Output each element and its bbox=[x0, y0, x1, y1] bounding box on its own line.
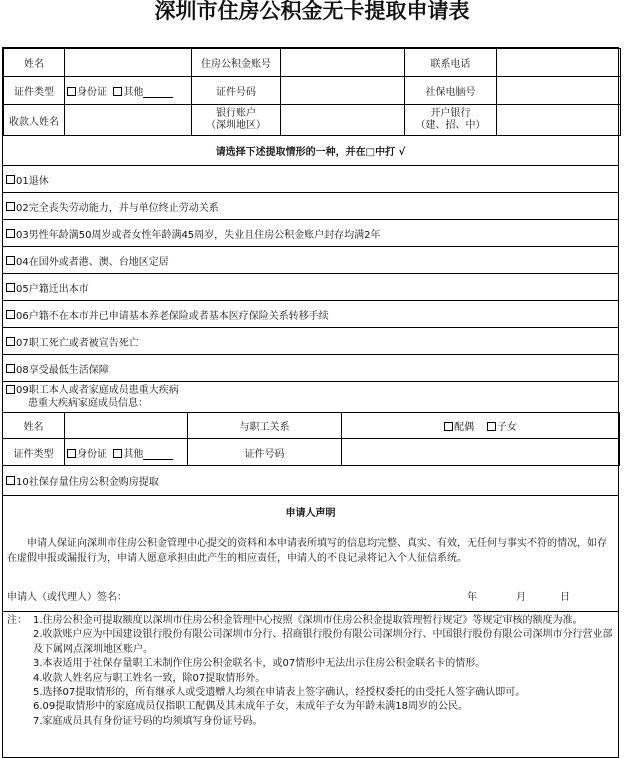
family-idtype-field bbox=[65, 439, 188, 466]
instruction: 请选择下述提取情形的一种，并在□中打 √ bbox=[3, 136, 618, 166]
bank-account-sub: （深圳地区） bbox=[206, 120, 266, 131]
option-label: 01退休 bbox=[16, 175, 49, 187]
declaration-text: 申请人保证向深圳市住房公积金管理中心提交的资料和本申请表所填写的信息均完整、真实、有效，无任何与事实不符的情况，如存在虚假申报或漏报行为，申请人愿意承担由此产生的相应责任，申请人的不良记录将记入个人征信系统。 bbox=[7, 538, 607, 564]
idtype-label: 证件类型 bbox=[4, 77, 65, 105]
other-id-blank[interactable] bbox=[143, 88, 173, 98]
social-field[interactable] bbox=[497, 77, 621, 105]
option-10[interactable] bbox=[3, 466, 618, 496]
payee-field[interactable] bbox=[65, 105, 192, 136]
date-month: 月 bbox=[516, 592, 526, 603]
option-label: 10社保存量住房公积金购房提取 bbox=[16, 477, 159, 488]
option-label: 04在国外或者港、澳、台地区定居 bbox=[16, 256, 169, 268]
family-other-id-checkbox[interactable] bbox=[113, 449, 122, 458]
family-other-id-blank[interactable] bbox=[143, 450, 173, 460]
option-checkbox[interactable] bbox=[6, 364, 15, 373]
bank-account-label: 银行账户 bbox=[216, 108, 256, 119]
family-idno-label: 证件号码 bbox=[188, 439, 342, 466]
declaration-section bbox=[3, 496, 618, 612]
note-item: 3.本表适用于社保存量职工未制作住房公积金联名卡，或07情形中无法出示住房公积金联名卡的情形。 bbox=[33, 658, 486, 670]
note-item: 6.09提取情形中的家庭成员仅指职工配偶及其未成年子女，未成年子女为年龄未满18周岁的公民。 bbox=[33, 701, 468, 713]
option-07[interactable] bbox=[3, 328, 618, 355]
form-title: 深圳市住房公积金无卡提取申请表 bbox=[154, 0, 470, 23]
other-id-checkbox[interactable] bbox=[113, 87, 122, 96]
relation-field bbox=[342, 413, 620, 439]
bank-account-label-cell bbox=[192, 105, 281, 136]
option-checkbox[interactable] bbox=[6, 310, 15, 319]
family-other-id-option: 其他 bbox=[123, 448, 144, 460]
note-item: 5.选择07提取情形的，所有继承人或受遗赠人均须在申请表上签字确认，经授权委托的由受托人签字确认即可。 bbox=[33, 687, 526, 699]
bank-label: 开户银行 bbox=[430, 108, 471, 119]
application-form bbox=[2, 47, 619, 758]
name-label: 姓名 bbox=[4, 49, 65, 77]
option-checkbox[interactable] bbox=[6, 175, 15, 184]
bank-account-field[interactable] bbox=[281, 105, 405, 136]
bank-field[interactable] bbox=[497, 105, 621, 136]
option-label: 02完全丧失劳动能力，并与单位终止劳动关系 bbox=[16, 202, 219, 214]
option-08[interactable] bbox=[3, 355, 618, 382]
date-day: 日 bbox=[560, 592, 570, 603]
idno-label: 证件号码 bbox=[192, 77, 281, 105]
family-idno-field[interactable] bbox=[342, 439, 620, 466]
family-name-label: 姓名 bbox=[3, 413, 65, 439]
signature-label: 申请人（或代理人）签名： bbox=[7, 592, 127, 603]
option-label: 06户籍不在本市并已申请基本养老保险或者基本医疗保险关系转移手续 bbox=[16, 310, 329, 322]
account-field[interactable] bbox=[281, 49, 405, 77]
option-09-label: 09职工本人或者家庭成员患重大疾病 bbox=[16, 385, 179, 396]
applicant-info-table bbox=[3, 48, 621, 136]
notes-section bbox=[3, 612, 618, 729]
option-checkbox[interactable] bbox=[6, 476, 15, 485]
option-checkbox[interactable] bbox=[6, 337, 15, 346]
id-card-option: 身份证 bbox=[77, 87, 107, 98]
option-label: 07职工死亡或者被宣告死亡 bbox=[16, 337, 139, 349]
note-item: 1.住房公积金可提取额度以深圳市住房公积金管理中心按照《深圳市住房公积金提取管理暂行规定》等规定审核的额度为准。 bbox=[33, 615, 583, 626]
option-label: 05户籍迁出本市 bbox=[16, 283, 89, 295]
spouse-option: 配偶 bbox=[454, 422, 475, 433]
family-member-table bbox=[2, 412, 620, 466]
option-label: 03男性年龄满50周岁或者女性年龄满45周岁，失业且住房公积金账户封存均满2年 bbox=[16, 229, 381, 241]
date-year: 年 bbox=[467, 592, 477, 603]
spouse-checkbox[interactable] bbox=[444, 422, 453, 431]
payee-label: 收款人姓名 bbox=[4, 105, 65, 136]
name-field[interactable] bbox=[65, 49, 192, 77]
note-item: 7.家庭成员具有身份证号码的均须填写身份证号码。 bbox=[33, 715, 263, 727]
note-item: 4.收款人姓名应与职工姓名一致，除07提取情形外。 bbox=[33, 672, 266, 684]
idtype-field bbox=[65, 77, 192, 105]
child-option: 子女 bbox=[496, 422, 517, 433]
option-09[interactable] bbox=[3, 382, 618, 412]
note-item: 2.收款账户应为中国建设银行股份有限公司深圳市分行、招商银行股份有限公司深圳分行、中国银行股份有限公司深圳市分行营业部及下属网点深圳地区账户。 bbox=[33, 629, 613, 655]
option-checkbox[interactable] bbox=[6, 283, 15, 292]
option-checkbox[interactable] bbox=[6, 229, 15, 238]
family-idtype-label: 证件类型 bbox=[3, 439, 65, 466]
social-label: 社保电脑号 bbox=[405, 77, 497, 105]
option-05[interactable] bbox=[3, 274, 618, 301]
bank-label-cell bbox=[405, 105, 497, 136]
option-checkbox[interactable] bbox=[6, 202, 15, 211]
id-card-checkbox[interactable] bbox=[67, 87, 76, 96]
family-id-card-checkbox[interactable] bbox=[67, 449, 76, 458]
option-06[interactable] bbox=[3, 301, 618, 328]
child-checkbox[interactable] bbox=[487, 422, 496, 431]
option-label: 08享受最低生活保障 bbox=[16, 364, 109, 376]
notes-label: 注： bbox=[7, 615, 27, 626]
option-checkbox[interactable] bbox=[6, 256, 15, 265]
option-09-family-label: 患重大疾病家庭成员信息： bbox=[28, 398, 148, 409]
declaration-title: 申请人声明 bbox=[285, 508, 336, 519]
option-02[interactable] bbox=[3, 193, 618, 220]
relation-label: 与职工关系 bbox=[188, 413, 342, 439]
idno-field[interactable] bbox=[281, 77, 405, 105]
account-label: 住房公积金账号 bbox=[192, 49, 281, 77]
option-checkbox[interactable] bbox=[6, 385, 15, 394]
option-04[interactable] bbox=[3, 247, 618, 274]
option-03[interactable] bbox=[3, 220, 618, 247]
family-name-field[interactable] bbox=[65, 413, 188, 439]
phone-label: 联系电话 bbox=[405, 49, 497, 77]
bank-sub: （建、招、中） bbox=[415, 120, 486, 131]
option-01[interactable] bbox=[3, 166, 618, 193]
family-id-card-option: 身份证 bbox=[77, 448, 107, 460]
phone-field[interactable] bbox=[497, 49, 621, 77]
other-id-option: 其他 bbox=[123, 87, 144, 98]
